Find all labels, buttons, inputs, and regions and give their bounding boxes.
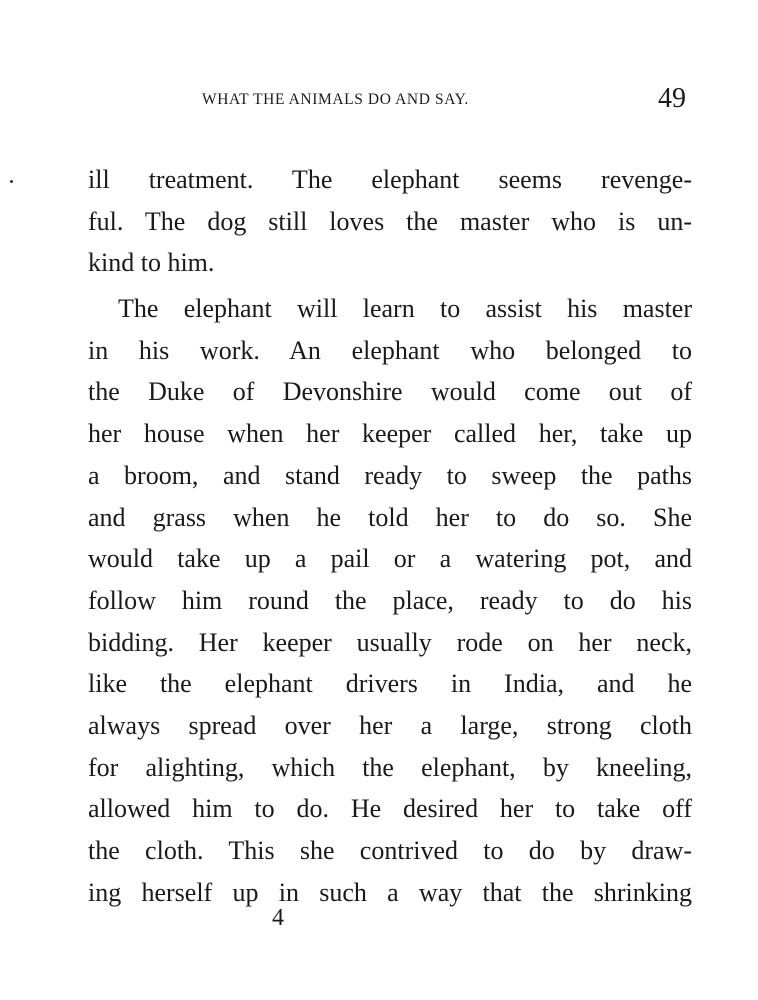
paragraph-first-line: The elephant will learn to assist his master — [118, 294, 692, 324]
text-line: always spread over her a large, strong cloth — [88, 710, 692, 740]
page-number: 49 — [658, 83, 686, 114]
text-line: the Duke of Devonshire would come out of — [88, 377, 692, 407]
text-line: for alighting, which the elephant, by kneeling, — [88, 752, 692, 782]
margin-ink-speck — [10, 180, 13, 183]
text-line: would take up a pail or a watering pot, and — [88, 544, 692, 574]
text-line: like the elephant drivers in India, and he — [88, 669, 692, 699]
text-line: allowed him to do. He desired her to take off — [88, 794, 692, 824]
body-text — [88, 159, 692, 913]
text-line: ill treatment. The elephant seems revenge- — [88, 165, 692, 194]
text-line: her house when her keeper called her, take up — [88, 419, 692, 449]
text-line: ful. The dog still loves the master who is un- — [88, 206, 692, 236]
text-line: and grass when he told her to do so. She — [88, 502, 692, 532]
text-line: kind to him. — [88, 248, 215, 278]
text-line: follow him round the place, ready to do his — [88, 585, 692, 615]
text-line: bidding. Her keeper usually rode on her neck, — [88, 627, 692, 657]
running-title: WHAT THE ANIMALS DO AND SAY. — [202, 91, 469, 108]
text-line: a broom, and stand ready to sweep the paths — [88, 460, 692, 490]
text-line: the cloth. This she contrived to do by draw- — [88, 836, 692, 865]
text-line: ing herself up in such a way that the shrinking — [88, 877, 692, 907]
text-line: in his work. An elephant who belonged to — [88, 335, 692, 365]
signature-mark: 4 — [272, 905, 284, 931]
